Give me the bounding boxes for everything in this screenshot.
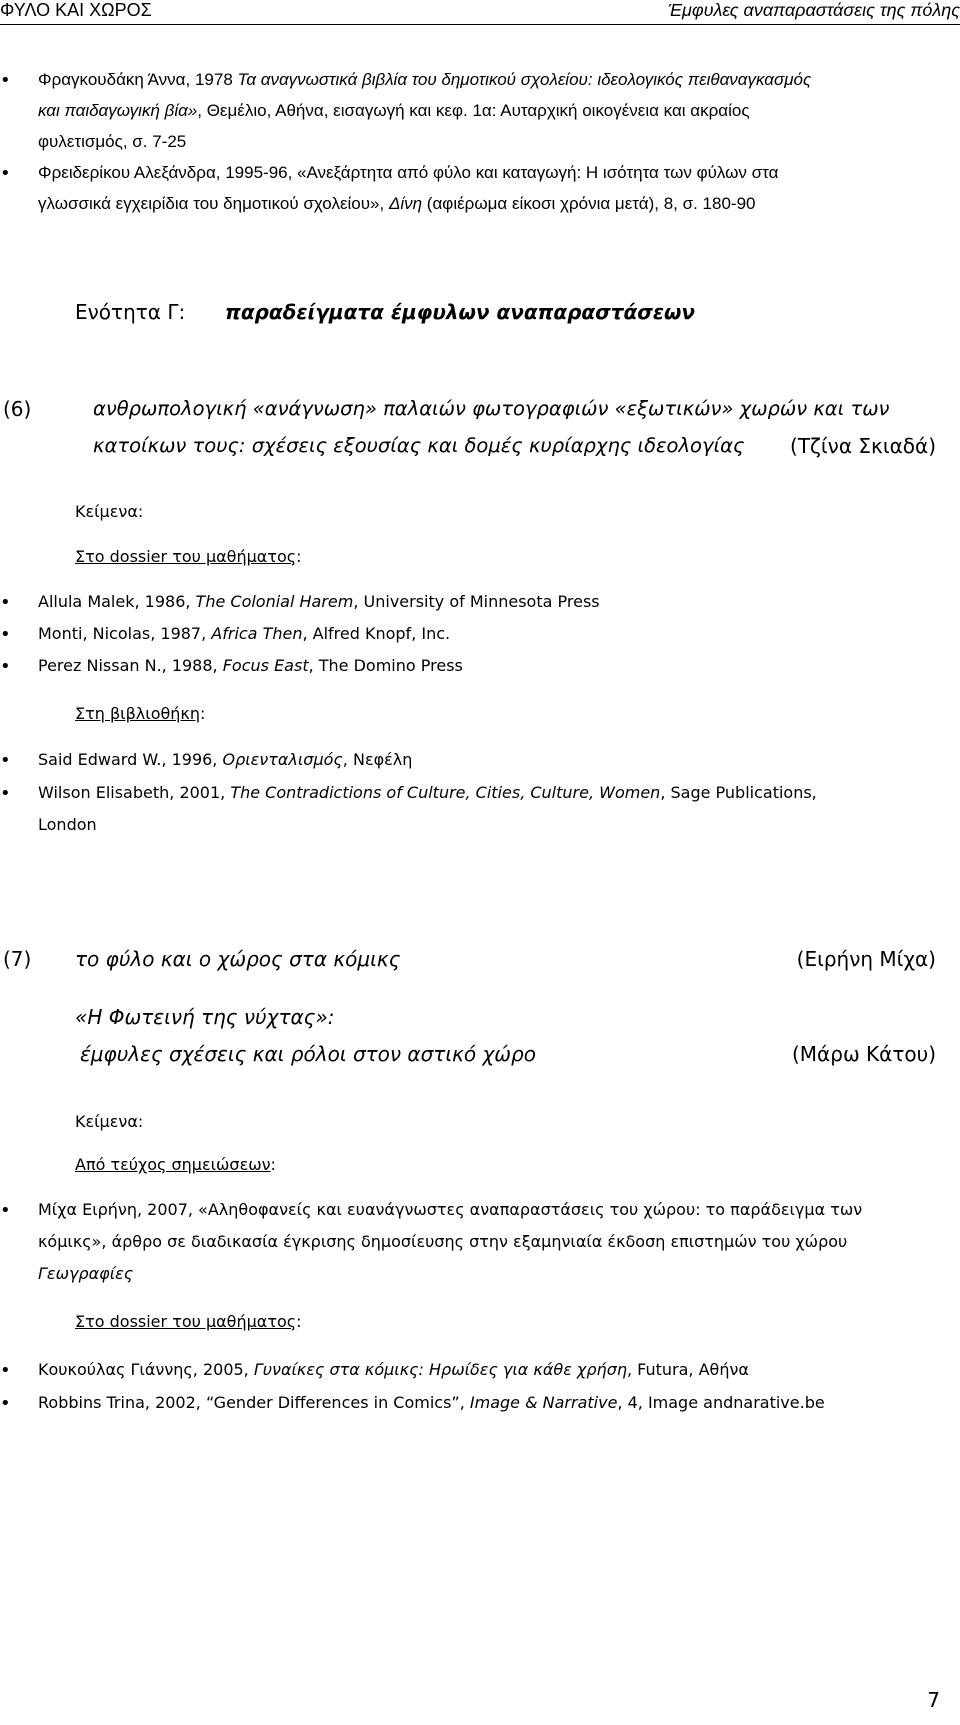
ref-title: The Contradictions of Culture, Cities, Culture, Women <box>230 783 661 802</box>
ref-text: Monti, Nicolas, 1987, <box>38 624 212 643</box>
ref-robbins <box>38 1393 825 1412</box>
bullet: • <box>0 592 11 613</box>
bullet: • <box>0 1200 11 1221</box>
section6-title-line2: κατοίκων τους: σχέσεις εξουσίας και δομές κυρίαρχης ιδεολογίας <box>93 434 745 457</box>
ref-monti <box>38 624 450 643</box>
ref-text: Φραγκουδάκη Άννα, 1978 <box>38 70 238 89</box>
bullet: • <box>0 70 11 91</box>
ref-perez <box>38 656 463 675</box>
page-header <box>0 0 960 25</box>
ref-text: Κουκούλας Γιάννης, 2005, <box>38 1360 254 1379</box>
section-number-7: (7) <box>3 947 32 971</box>
ref-title: The Colonial Harem <box>195 592 354 611</box>
ref-text: , Θεμέλιο, Αθήνα, εισαγωγή και κεφ. 1α: Αυταρχική οικογένεια και ακραίος <box>197 101 750 120</box>
unit-title: παραδείγματα έμφυλων αναπαραστάσεων <box>225 300 695 324</box>
ref-text: Perez Nissan N., 1988, <box>38 656 223 675</box>
ref-text: , Νεφέλη <box>342 750 413 769</box>
ref-title: Οριενταλισμός <box>222 750 343 769</box>
section6-title-line1: ανθρωπολογική «ανάγνωση» παλαιών φωτογραφιών «εξωτικών» χωρών και των <box>93 397 890 420</box>
bullet: • <box>0 783 11 804</box>
bullet: • <box>0 1393 11 1414</box>
texts-label: Κείμενα: <box>75 1112 144 1131</box>
bullet: • <box>0 1360 11 1381</box>
page-number: 7 <box>927 1688 940 1712</box>
section-number-6: (6) <box>3 397 32 421</box>
dossier-heading <box>75 1312 302 1331</box>
dossier-heading <box>75 547 302 566</box>
section7-subtitle: «Η Φωτεινή της νύχτας»: <box>75 1005 335 1029</box>
library-heading <box>75 704 205 723</box>
ref-title: Africa Then <box>211 624 303 643</box>
ref-micha-line3: Γεωγραφίες <box>38 1264 134 1283</box>
ref-micha-line1: Μίχα Ειρήνη, 2007, «Αληθοφανείς και ευανάγνωστες αναπαραστάσεις του χώρου: το παράδειγμα των <box>38 1200 863 1219</box>
dossier-label: Στο dossier του μαθήματος <box>75 1312 297 1331</box>
ref-text: (αφιέρωμα είκοσι χρόνια μετά), 8, σ. 180-90 <box>422 194 756 213</box>
ref-title: Focus East <box>222 656 309 675</box>
library-label: Στη βιβλιοθήκη <box>75 704 200 723</box>
ref-title: και παιδαγωγική βία» <box>38 101 198 120</box>
ref-fragkoudaki-line2 <box>38 101 750 121</box>
section6-author: (Τζίνα Σκιαδά) <box>790 434 936 458</box>
dossier-label: Στο dossier του μαθήματος <box>75 547 297 566</box>
ref-koukoulas <box>38 1360 749 1379</box>
ref-micha-line2: κόμικς», άρθρο σε διαδικασία έγκρισης δημοσίευσης στην εξαμηνιαία έκδοση επιστημών του χώρου <box>38 1232 848 1251</box>
bullet: • <box>0 624 11 645</box>
colon: : <box>270 1155 276 1174</box>
section7-title: το φύλο και ο χώρος στα κόμικς <box>75 947 401 971</box>
ref-text: Wilson Elisabeth, 2001, <box>38 783 231 802</box>
ref-wilson-line1 <box>38 783 817 802</box>
ref-text: γλωσσικά εγχειρίδια του δημοτικού σχολείου», <box>38 194 389 213</box>
colon: : <box>296 1312 302 1331</box>
notes-label: Από τεύχος σημειώσεων <box>75 1155 271 1174</box>
ref-fragkoudaki-line3: φυλετισμός, σ. 7-25 <box>38 132 187 151</box>
ref-wilson-line2: London <box>38 815 97 834</box>
ref-freiderikou-line1: Φρειδερίκου Αλεξάνδρα, 1995-96, «Ανεξάρτητα από φύλο και καταγωγή: Η ισότητα των φύλων στα <box>38 163 779 182</box>
header-left-title: ΦΥΛΟ ΚΑΙ ΧΩΡΟΣ <box>0 0 152 20</box>
ref-title: Γυναίκες στα κόμικς: Ηρωίδες για κάθε χρήση <box>253 1360 627 1379</box>
ref-fragkoudaki-line1 <box>38 70 811 90</box>
texts-label: Κείμενα: <box>75 502 144 521</box>
ref-said <box>38 750 412 769</box>
bullet: • <box>0 750 11 771</box>
ref-text: Allula Malek, 1986, <box>38 592 196 611</box>
notes-heading <box>75 1155 276 1174</box>
ref-freiderikou-line2 <box>38 194 756 214</box>
ref-allula <box>38 592 600 611</box>
ref-text: , University of Minnesota Press <box>353 592 600 611</box>
section7-author: (Ειρήνη Μίχα) <box>796 947 936 971</box>
unit-label: Ενότητα Γ: <box>75 300 186 324</box>
ref-text: , 4, Image andnarative.be <box>617 1393 825 1412</box>
section7-sub-author: (Μάρω Κάτου) <box>792 1042 936 1066</box>
ref-text: , Futura, Αθήνα <box>626 1360 749 1379</box>
ref-text: , The Domino Press <box>308 656 463 675</box>
ref-journal: Δίνη <box>388 194 423 213</box>
header-right-title: Έμφυλες αναπαραστάσεις της πόλης <box>667 0 960 20</box>
ref-text: Robbins Trina, 2002, “Gender Differences in Comics”, <box>38 1393 470 1412</box>
ref-text: , Alfred Knopf, Inc. <box>302 624 451 643</box>
section7-subtitle2: έμφυλες σχέσεις και ρόλοι στον αστικό χώρο <box>80 1042 536 1066</box>
colon: : <box>199 704 206 723</box>
ref-text: , Sage Publications, <box>660 783 817 802</box>
ref-title: Image & Narrative <box>469 1393 618 1412</box>
colon: : <box>296 547 302 566</box>
bullet: • <box>0 656 11 677</box>
ref-title: Τα αναγνωστικά βιβλία του δημοτικού σχολείου: ιδεολογικός πειθαναγκασμός <box>237 70 812 89</box>
bullet: • <box>0 163 11 184</box>
ref-text: Said Edward W., 1996, <box>38 750 223 769</box>
